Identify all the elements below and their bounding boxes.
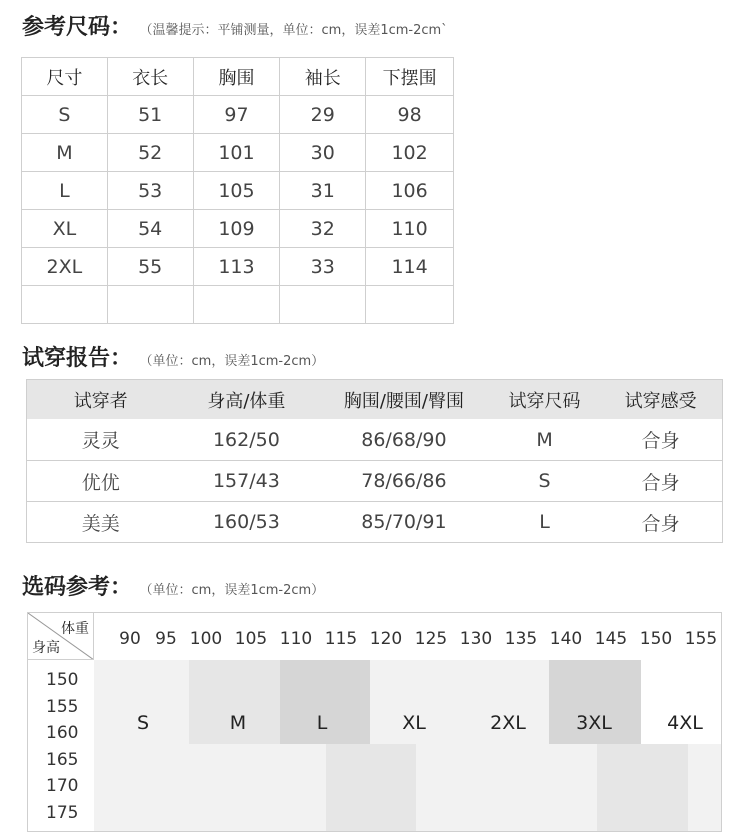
size-table-cell: XL — [22, 210, 108, 248]
chart-section-title — [22, 570, 324, 601]
size-header-cell: 衣长 — [107, 58, 193, 96]
weight-label: 115 — [324, 629, 358, 649]
weight-label: 135 — [504, 629, 538, 649]
report-cell: 86/68/90 — [361, 428, 447, 451]
size-title: 参考尺码： — [22, 15, 133, 40]
size-table-cell: 109 — [193, 210, 280, 248]
height-label: 155 — [46, 697, 79, 717]
size-table-cell: 53 — [107, 172, 193, 210]
size-chart-label: 2XL — [490, 712, 526, 734]
size-range-block — [234, 744, 326, 832]
size-table-cell — [22, 286, 108, 324]
size-range-block — [688, 744, 722, 832]
size-table-cell — [107, 286, 193, 324]
report-section-title — [22, 341, 324, 372]
size-table-cell: 33 — [280, 248, 366, 286]
report-cell: 85/70/91 — [361, 511, 447, 533]
report-row — [27, 501, 722, 542]
size-table-cell — [280, 286, 366, 324]
size-header-cell: 袖长 — [280, 58, 366, 96]
size-chart-label: 4XL — [667, 712, 703, 734]
size-range-block — [326, 744, 416, 832]
report-cell: 合身 — [641, 512, 680, 535]
size-table-cell: 114 — [366, 248, 454, 286]
size-table-cell: L — [22, 172, 108, 210]
report-header-cell: 试穿者 — [73, 390, 128, 412]
chart-title: 选码参考： — [22, 575, 133, 600]
size-table — [21, 57, 454, 324]
report-cell: 美美 — [81, 512, 120, 535]
size-range-block — [597, 744, 688, 832]
size-table-cell: 32 — [280, 210, 366, 248]
chart-note: （单位：cm，误差1cm-2cm） — [146, 582, 325, 598]
size-table-cell: 52 — [107, 134, 193, 172]
report-header-cell: 试穿感受 — [624, 390, 697, 412]
report-cell: 优优 — [81, 471, 120, 494]
height-label: 170 — [46, 776, 79, 796]
size-table-cell: 31 — [280, 172, 366, 210]
corner-weight-label: 体重 — [61, 621, 89, 637]
size-table-cell: M — [22, 134, 108, 172]
size-chart-label: L — [316, 712, 328, 734]
chart-corner-cell — [28, 613, 94, 660]
size-table-cell: 110 — [366, 210, 454, 248]
height-label: 175 — [46, 803, 79, 823]
size-table-cell: 102 — [366, 134, 454, 172]
size-header-cell: 尺寸 — [22, 58, 108, 96]
report-header-cell: 试穿尺码 — [508, 390, 581, 412]
weight-label: 100 — [189, 629, 223, 649]
report-cell: 162/50 — [212, 428, 280, 451]
size-range-block — [94, 744, 234, 832]
size-range-block — [505, 744, 597, 832]
size-table-row — [22, 248, 454, 286]
weight-label: 145 — [594, 629, 628, 649]
weight-label: 120 — [369, 629, 403, 649]
report-cell: 灵灵 — [81, 430, 120, 452]
report-cell: 合身 — [641, 471, 680, 494]
size-table-cell: 55 — [107, 248, 193, 286]
weight-label: 105 — [234, 629, 268, 649]
size-note: （温馨提示：平铺测量，单位：cm，误差1cm-2cm` — [146, 22, 448, 38]
size-range-block — [416, 744, 505, 832]
report-row — [27, 460, 722, 501]
size-table-cell: 97 — [193, 96, 280, 134]
report-header-row — [27, 380, 722, 419]
size-table-cell: 101 — [193, 134, 280, 172]
weight-label: 125 — [414, 629, 448, 649]
size-table-row — [22, 286, 454, 324]
size-chart-label: 3XL — [576, 712, 612, 734]
size-chart-label: XL — [402, 712, 426, 734]
report-cell: L — [539, 511, 550, 533]
size-table-cell: 105 — [193, 172, 280, 210]
size-table-row — [22, 210, 454, 248]
size-table-cell: 51 — [107, 96, 193, 134]
height-label: 150 — [46, 670, 79, 690]
size-table-cell: 98 — [366, 96, 454, 134]
size-table-cell: 30 — [280, 134, 366, 172]
size-table-cell: 29 — [280, 96, 366, 134]
size-header-cell: 下摆围 — [366, 58, 454, 96]
size-table-header-row — [22, 58, 454, 96]
size-section-title — [22, 10, 448, 41]
size-chart-label: S — [136, 712, 150, 734]
size-table-cell: S — [22, 96, 108, 134]
report-cell: M — [536, 428, 553, 451]
corner-height-label: 身高 — [32, 640, 60, 656]
weight-label: 90 — [119, 629, 141, 649]
report-note: （单位：cm，误差1cm-2cm） — [146, 353, 325, 369]
weight-label: 150 — [639, 629, 673, 649]
weight-label: 110 — [279, 629, 313, 649]
report-row — [27, 419, 722, 460]
size-table-row — [22, 96, 454, 134]
size-header-cell: 胸围 — [193, 58, 280, 96]
size-table-cell: 2XL — [22, 248, 108, 286]
report-header-cell: 胸围/腰围/臀围 — [343, 390, 464, 412]
report-cell: 157/43 — [212, 470, 280, 492]
weight-label: 130 — [459, 629, 493, 649]
size-table-cell: 113 — [193, 248, 280, 286]
weight-label: 140 — [549, 629, 583, 649]
size-table-cell: 106 — [366, 172, 454, 210]
size-chart — [27, 612, 722, 832]
weight-label: 155 — [684, 629, 718, 649]
report-cell: S — [538, 470, 551, 492]
size-table-row — [22, 172, 454, 210]
size-table-cell: 54 — [107, 210, 193, 248]
report-cell: 160/53 — [212, 511, 280, 533]
weight-label: 95 — [155, 629, 177, 649]
height-label: 160 — [46, 723, 79, 743]
report-title: 试穿报告： — [22, 346, 133, 371]
size-table-cell — [366, 286, 454, 324]
size-table-row — [22, 134, 454, 172]
height-label: 165 — [46, 750, 79, 770]
report-cell: 合身 — [641, 430, 680, 452]
report-cell: 78/66/86 — [361, 470, 447, 492]
size-chart-label: M — [229, 712, 247, 734]
report-table — [26, 379, 723, 543]
report-header-cell: 身高/体重 — [207, 390, 286, 412]
size-table-cell — [193, 286, 280, 324]
